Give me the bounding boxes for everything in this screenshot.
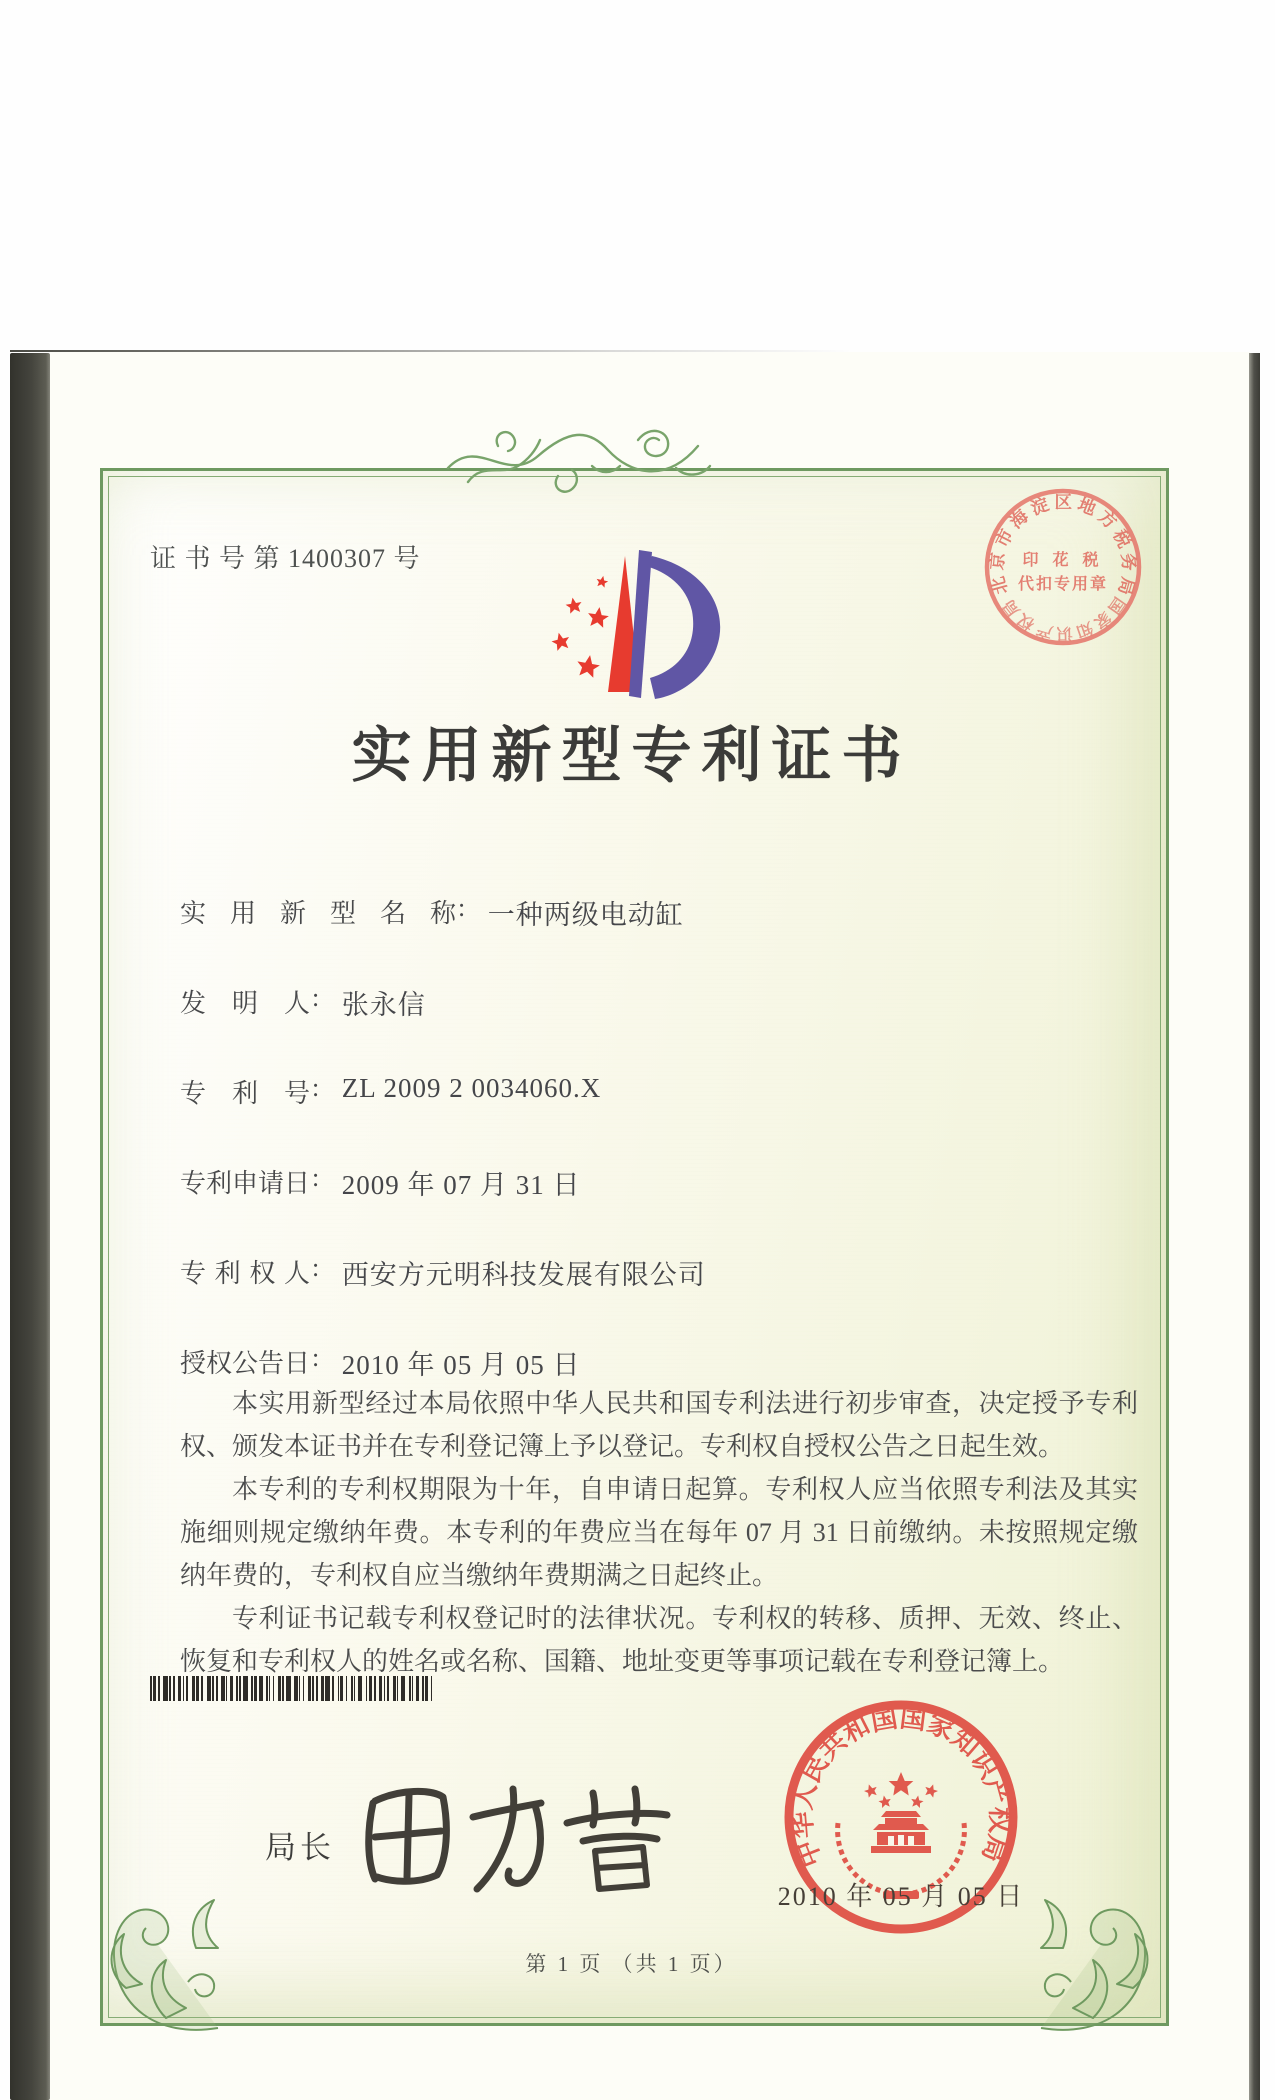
page-number-footer: 第 1 页 （共 1 页） bbox=[525, 1952, 738, 1976]
scan-binding-strip-left bbox=[10, 353, 50, 2100]
field-patent-number bbox=[180, 1073, 601, 1115]
field-colon: : bbox=[312, 983, 320, 1012]
field-colon: : bbox=[312, 1343, 320, 1372]
field-patentee bbox=[180, 1253, 706, 1295]
field-label: 发明人 bbox=[180, 989, 310, 1018]
field-label: 专利申请日 bbox=[180, 1169, 311, 1198]
field-value: 2009 年 07 月 31 日 bbox=[341, 1170, 581, 1200]
tax-seal-center-line1: 印 花 税 bbox=[1022, 552, 1104, 569]
legal-paragraph: 专利证书记载专利权登记时的法律状况。专利权的转移、质押、无效、终止、恢复和专利权人的姓名或名称、国籍、地址变更等事项记载在专利登记簿上。 bbox=[180, 1604, 1138, 1676]
dragon-cloud-ornament bbox=[440, 406, 720, 514]
field-label: 专利权人 bbox=[180, 1259, 310, 1288]
field-value: ZL 2009 2 0034060.X bbox=[341, 1073, 602, 1103]
field-colon: : bbox=[312, 1253, 320, 1282]
field-value: 张永信 bbox=[341, 990, 426, 1020]
seal-ring-text: 中华人民共和国国家知识产权局 bbox=[786, 1702, 1016, 1872]
field-label: 授权公告日 bbox=[180, 1349, 311, 1378]
field-filing-date bbox=[180, 1163, 580, 1205]
director-title: 局长 bbox=[265, 1830, 335, 1865]
logo-stars bbox=[550, 575, 610, 679]
tax-seal-center-line2: 代扣专用章 bbox=[1017, 576, 1109, 593]
field-label: 专利号 bbox=[180, 1079, 310, 1108]
field-colon: : bbox=[312, 1163, 320, 1192]
scan-page-edge-right bbox=[1249, 353, 1260, 2100]
stamp-tax-seal bbox=[978, 482, 1148, 652]
field-value: 西安方元明科技发展有限公司 bbox=[341, 1260, 706, 1290]
field-colon: : bbox=[458, 893, 466, 922]
field-colon: : bbox=[312, 1073, 320, 1102]
field-utility-model-name bbox=[180, 893, 684, 935]
seal-date: 2010 年 05 月 05 日 bbox=[777, 1882, 1025, 1911]
legal-text-block bbox=[180, 1382, 1138, 1683]
director-signature bbox=[345, 1765, 675, 1915]
legal-paragraph: 本实用新型经过本局依照中华人民共和国专利法进行初步审查，决定授予专利权、颁发本证书并在专利登记簿上予以登记。专利权自授权公告之日起生效。 bbox=[180, 1389, 1138, 1461]
barcode bbox=[150, 1676, 462, 1701]
legal-paragraph: 本专利的专利权期限为十年，自申请日起算。专利权人应当依照专利法及其实施细则规定缴纳年费。本专利的年费应当在每年 07 月 31 日前缴纳。未按照规定缴纳年费的，专利权自应当缴纳年费期满之日起终止。 bbox=[180, 1475, 1138, 1590]
field-value: 2010 年 05 月 05 日 bbox=[341, 1350, 581, 1380]
certificate-number: 证 书 号 第 1400307 号 bbox=[150, 544, 421, 573]
tax-seal-arc-bottom-text: 国家知识产权局 bbox=[1000, 593, 1128, 642]
sipo-logo bbox=[540, 548, 730, 700]
certificate-title: 实用新型专利证书 bbox=[351, 723, 912, 789]
field-value: 一种两级电动缸 bbox=[487, 900, 684, 930]
tax-seal-arc-top-text: 北京市海淀区地方税务局 bbox=[986, 491, 1140, 598]
logo-purple-p bbox=[629, 550, 720, 699]
field-grant-date bbox=[180, 1343, 580, 1385]
field-label: 实用新型名称 bbox=[180, 899, 456, 928]
field-inventor bbox=[180, 983, 426, 1025]
